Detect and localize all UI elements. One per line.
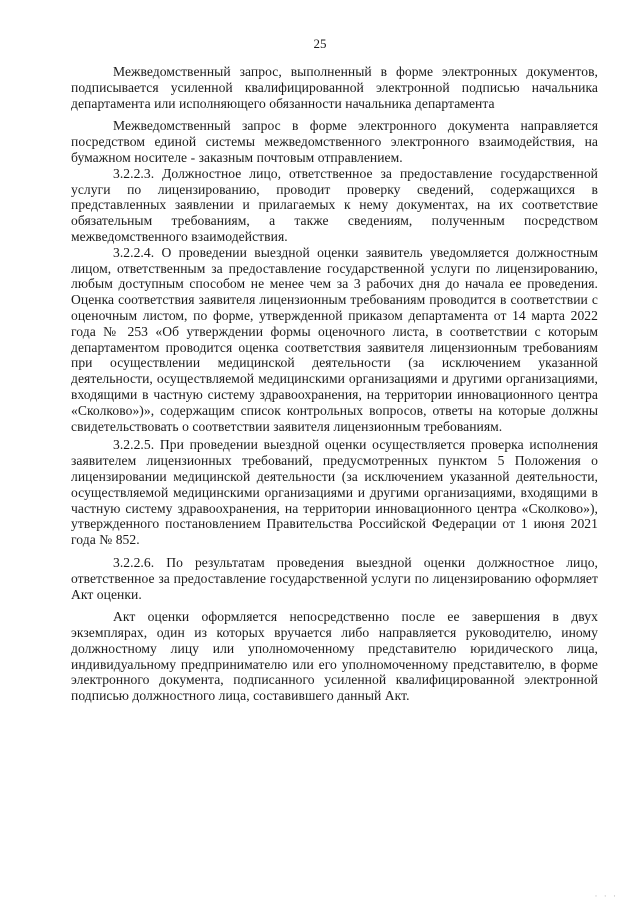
scan-artifact: · · · — [594, 891, 618, 901]
paragraph-3-2-2-6: 3.2.2.6. По результатам проведения выездной оценки должностное лицо, ответственное за предоставление государственной услуги по лицензированию оформляет Акт оценки. — [71, 554, 598, 602]
paragraph-interagency-request-delivery: Межведомственный запрос в форме электронного документа направляется посредством единой системы межведомственного электронного взаимодействия, на бумажном носителе - заказным почтовым отправлением. — [71, 118, 598, 165]
paragraph-3-2-2-4: 3.2.2.4. О проведении выездной оценки заявитель уведомляется должностным лицом, ответственным за предоставление государственной услуги по лицензированию, любым доступным способом не менее чем за 3 рабочих дня до начала ее проведения. Оценка соответствия заявителя лицензионным требованиям проводится в соответствии с оценочным листом, по форме, утвержденной приказом департамента от 14 марта 2022 года № 253 «Об утверждении формы оценочного листа, в соответствии с которым департаментом проводится оценка соответствия заявителя лицензионным требованиям при осуществлении медицинской деятельности (за исключением указанной деятельности, осуществляемой медицинскими организациями и другими организациями, входящими в частную систему здравоохранения, на территории инновационного центра «Сколково»)», содержащим список контрольных вопросов, ответы на которые должны свидетельствовать о соответствии заявителя лицензионным требованиям. — [71, 244, 598, 434]
paragraph-3-2-2-3: 3.2.2.3. Должностное лицо, ответственное за предоставление государственной услуги по лицензированию, проводит проверку сведений, содержащихся в представленных заявлении и прилагаемых к нему документах, на их соответствие обязательным требованиям, а также сведениям, полученным посредством межведомственного взаимодействия. — [71, 165, 598, 244]
document-body — [71, 64, 598, 704]
paragraph-assessment-act: Акт оценки оформляется непосредственно после ее завершения в двух экземплярах, один из которых вручается либо направляется руководителю, иному должностному лицу или уполномоченному представителю юридического лица, индивидуальному предпринимателю или его уполномоченному представителю, в форме электронного документа, подписанного усиленной квалифицированной электронной подписью должностного лица, составившего данный Акт. — [71, 609, 598, 704]
page-number: 25 — [313, 36, 327, 51]
paragraph-3-2-2-5: 3.2.2.5. При проведении выездной оценки осуществляется проверка исполнения заявителем лицензионных требований, предусмотренных пунктом 5 Положения о лицензировании медицинской деятельности (за исключением указанной деятельности, осуществляемой медицинскими организациями и другими организациями, входящими в частную систему здравоохранения, на территории инновационного центра «Сколково»), утвержденного постановлением Правительства Российской Федерации от 1 июня 2021 года № 852. — [71, 437, 598, 548]
paragraph-interagency-request-signature: Межведомственный запрос, выполненный в форме электронных документов, подписывается усиленной квалифицированной электронной подписью начальника департамента или исполняющего обязанности начальника департамента — [71, 64, 598, 111]
